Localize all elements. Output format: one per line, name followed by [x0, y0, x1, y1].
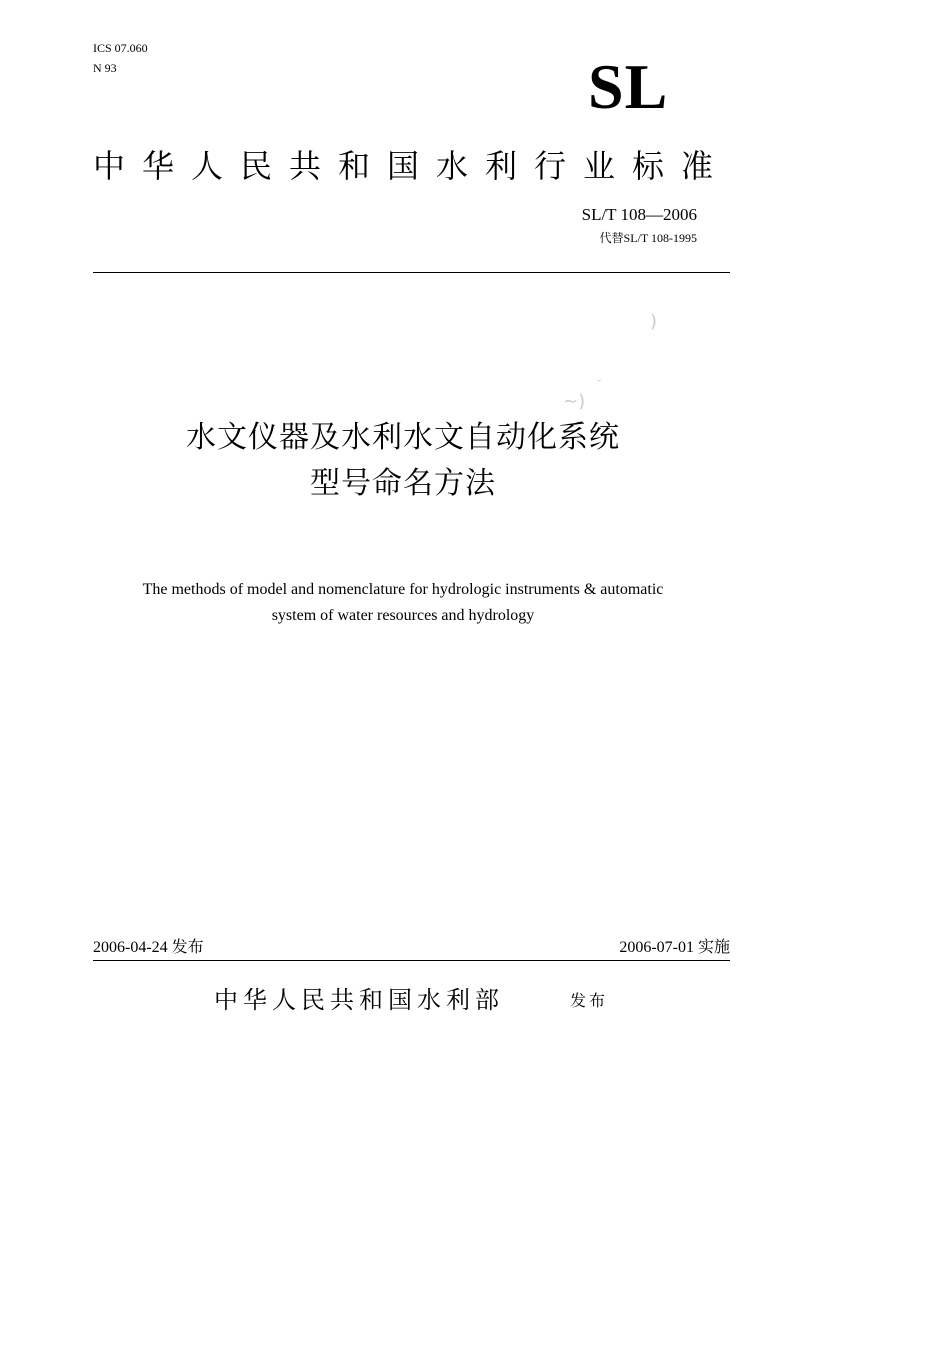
document-title-cn-line1: 水文仪器及水利水文自动化系统 — [186, 420, 620, 455]
bottom-divider — [93, 960, 730, 961]
sl-logo: SL — [588, 51, 669, 122]
scan-mark-dash: - — [597, 373, 602, 387]
publish-date: 2006-04-24 发布 — [93, 939, 204, 956]
organization-title: 中华人民共和国水利行业标准 — [93, 147, 731, 185]
issuing-ministry: 中华人民共和国水利部 — [214, 986, 504, 1014]
document-title-cn-line2: 型号命名方法 — [310, 466, 496, 501]
implement-date: 2006-07-01 实施 — [619, 939, 730, 956]
document-title-en-line2: system of water resources and hydrology — [271, 607, 535, 624]
ics-code: ICS 07.060 — [93, 41, 148, 55]
scan-mark-paren: ) — [650, 311, 658, 332]
standard-number: SL/T 108—2006 — [581, 205, 697, 224]
category-code: N 93 — [93, 61, 117, 75]
document-title-en-line1: The methods of model and nomenclature for hydrologic instruments & automatic — [142, 581, 664, 598]
top-divider — [93, 272, 730, 273]
replaces-standard: 代替SL/T 108-1995 — [599, 231, 697, 245]
scan-mark-smudge: ~) — [563, 391, 586, 412]
issuing-suffix: 发布 — [570, 991, 609, 1010]
